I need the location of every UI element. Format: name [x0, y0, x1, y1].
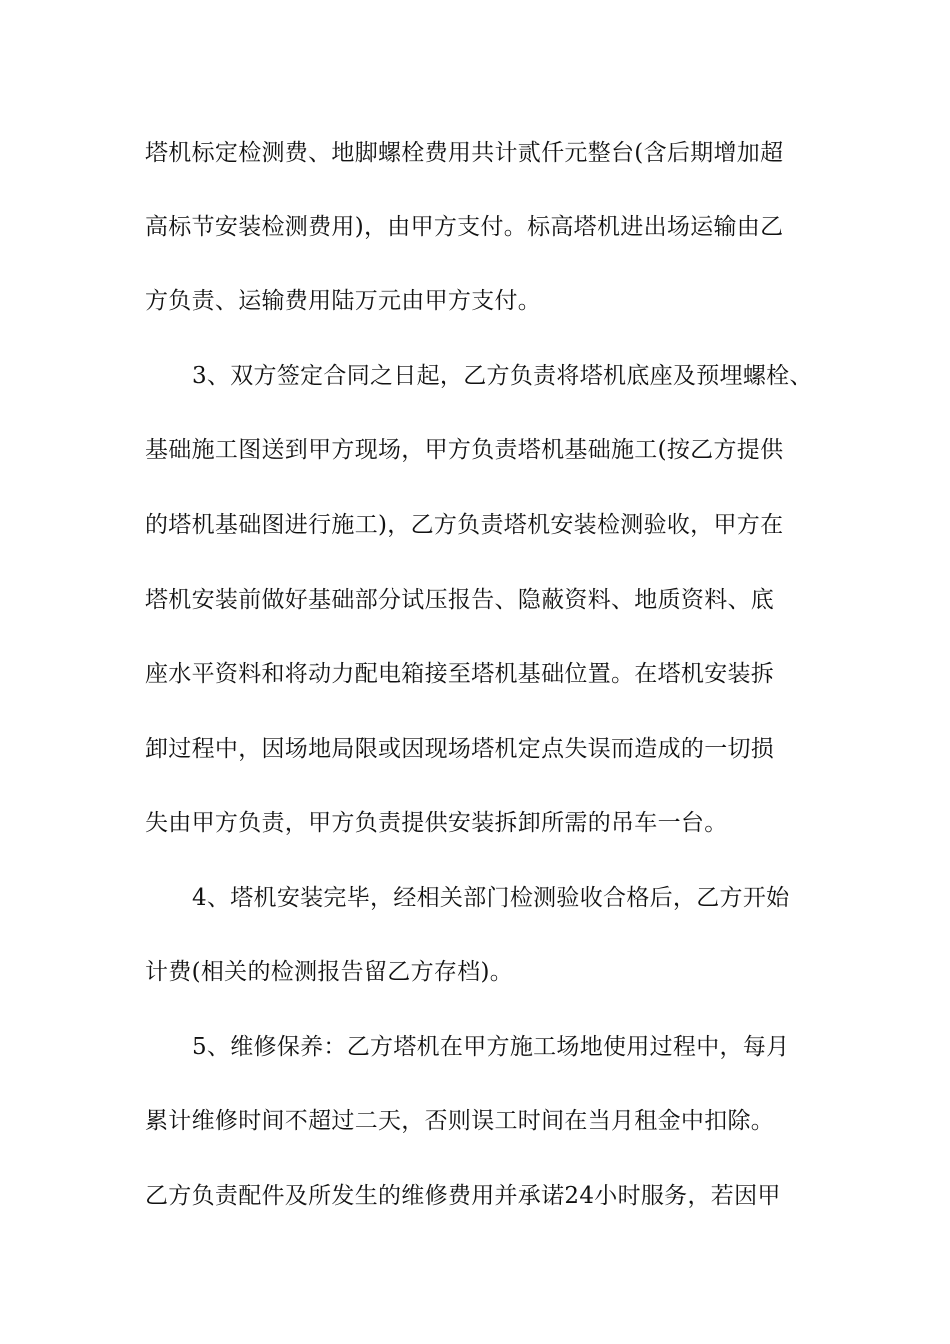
text-line: 塔机标定检测费、地脚螺栓费用共计贰仟元整台(含后期增加超: [145, 140, 784, 166]
text-line: 失由甲方负责，甲方负责提供安装拆卸所需的吊车一台。: [145, 810, 728, 836]
text-line: 塔机安装前做好基础部分试压报告、隐蔽资料、地质资料、底: [145, 587, 775, 613]
text-line: 累计维修时间不超过二天，否则误工时间在当月租金中扣除。: [145, 1108, 775, 1134]
paragraph-5-start: 5、维修保养：乙方塔机在甲方施工场地使用过程中，每月: [192, 1034, 790, 1060]
paragraph-3-start: 3、双方签定合同之日起，乙方负责将塔机底座及预埋螺栓、: [192, 363, 813, 389]
text-line: 卸过程中，因场地局限或因现场塔机定点失误而造成的一切损: [145, 736, 775, 762]
text-line: 计费(相关的检测报告留乙方存档)。: [145, 959, 514, 985]
text-line: 方负责、运输费用陆万元由甲方支付。: [145, 288, 542, 314]
text-line: 座水平资料和将动力配电箱接至塔机基础位置。在塔机安装拆: [145, 661, 775, 687]
text-line: 基础施工图送到甲方现场，甲方负责塔机基础施工(按乙方提供: [145, 437, 784, 463]
text-line: 的塔机基础图进行施工)，乙方负责塔机安装检测验收，甲方在: [145, 512, 784, 538]
text-line: 高标节安装检测费用)，由甲方支付。标高塔机进出场运输由乙: [145, 214, 784, 240]
paragraph-4-start: 4、塔机安装完毕，经相关部门检测验收合格后，乙方开始: [192, 885, 790, 911]
text-line: 乙方负责配件及所发生的维修费用并承诺24小时服务，若因甲: [145, 1183, 781, 1209]
